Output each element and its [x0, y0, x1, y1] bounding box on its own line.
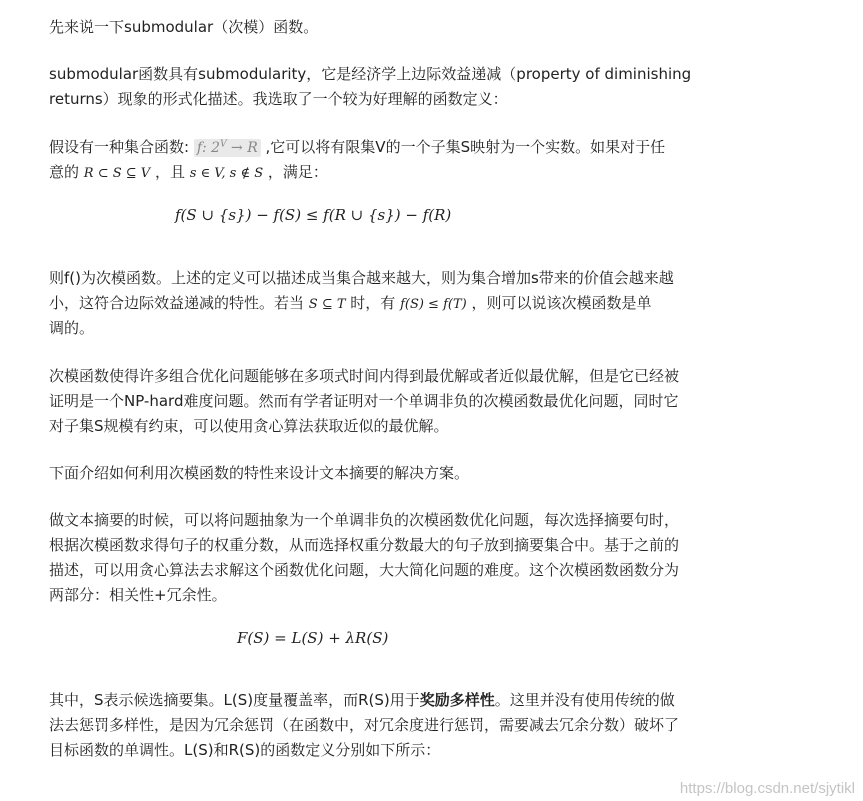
- text-line: 法去惩罚多样性，是因为冗余惩罚（在函数中，对冗余度进行惩罚，需要减去冗余分数）破坏了: [49, 716, 680, 734]
- text-fragment: 小，这符合边际效益递减的特性。若当: [49, 294, 309, 312]
- paragraph-optimization: [49, 364, 749, 439]
- text-fragment: 意的: [49, 163, 84, 181]
- text-line: [49, 291, 749, 316]
- text-line: submodular函数具有submodularity，它是经济学上边际效益递减（property of diminishing: [49, 65, 692, 83]
- text-fragment: ,它可以将有限集V的一个子集S映射为一个实数。如果对于任: [260, 138, 666, 156]
- text-line: 次模函数使得许多组合优化问题能够在多项式时间内得到最优解或者近似最优解，但是它已经被: [49, 367, 680, 385]
- text-line: 下面介绍如何利用次模函数的特性来设计文本摘要的解决方案。: [49, 464, 470, 482]
- text-fragment: ，且: [150, 163, 190, 181]
- text-line: 对子集S规模有约束，可以使用贪心算法获取近似的最优解。: [49, 417, 449, 435]
- equation-objective: F(S) = L(S) + λR(S): [237, 629, 389, 647]
- inline-math-subset: S ⊆ T: [308, 297, 346, 312]
- text-fragment: 。这里并没有使用传统的做: [494, 691, 675, 709]
- paragraph-submodular-conclusion: [49, 266, 749, 341]
- paragraph-intro: [49, 15, 749, 40]
- text-line: 调的。: [49, 319, 95, 337]
- text-fragment: 其中，S表示候选摘要集。L(S)度量覆盖率，而R(S)用于: [49, 691, 420, 709]
- text-line: 描述，可以用贪心算法去求解这个函数优化问题，大大简化问题的难度。这个次模函数函数分为: [49, 561, 680, 579]
- text-line: 目标函数的单调性。L(S)和R(S)的函数定义分别如下所示：: [49, 741, 441, 759]
- text-line: 先来说一下submodular（次模）函数。: [49, 18, 319, 36]
- paragraph-objective-explanation: [49, 688, 749, 763]
- inline-math-monotone: f(S) ≤ f(T): [400, 297, 467, 312]
- text-fragment: ，满足：: [263, 163, 328, 181]
- paragraph-definition-intro: [49, 62, 749, 112]
- watermark: https://blog.csdn.net/sjytikl: [679, 780, 855, 797]
- text-line: 两部分：相关性+冗余性。: [49, 586, 227, 604]
- text-fragment: 假设有一种集合函数:: [49, 138, 194, 156]
- math-fragment: → R: [226, 140, 258, 156]
- equation-submodular: f(S ∪ {s}) − f(S) ≤ f(R ∪ {s}) − f(R): [175, 206, 452, 224]
- paragraph-set-function: [49, 135, 749, 185]
- math-fragment: f: 2: [196, 140, 221, 156]
- text-line: 做文本摘要的时候，可以将问题抽象为一个单调非负的次模函数优化问题，每次选择摘要句时，: [49, 511, 680, 529]
- bold-text: 奖励多样性: [419, 691, 495, 709]
- text-fragment: ，则可以说该次模函数是单: [466, 294, 652, 312]
- text-line: 根据次模函数求得句子的权重分数，从而选择权重分数最大的句子放到摘要集合中。基于之前的: [49, 536, 680, 554]
- text-line: [49, 688, 749, 713]
- text-fragment: 时，有: [345, 294, 401, 312]
- text-line: 证明是一个NP-hard难度问题。然而有学者证明对一个单调非负的次模函数最优化问题，同时它: [49, 392, 679, 410]
- text-line: 则f()为次模函数。上述的定义可以描述成当集合越来越大，则为集合增加s带来的价值会越来越: [49, 269, 674, 287]
- text-line: [49, 135, 749, 160]
- inline-math-function: [194, 139, 261, 157]
- inline-math-subset: R ⊂ S ⊆ V: [83, 166, 151, 181]
- paragraph-text-summarization: [49, 508, 749, 608]
- inline-math-element: s ∈ V, s ∉ S: [189, 166, 264, 181]
- math-superscript: V: [220, 139, 227, 150]
- paragraph-summary-intro: [49, 461, 749, 486]
- text-line: returns）现象的形式化描述。我选取了一个较为好理解的函数定义：: [49, 90, 508, 108]
- text-line: [49, 160, 749, 185]
